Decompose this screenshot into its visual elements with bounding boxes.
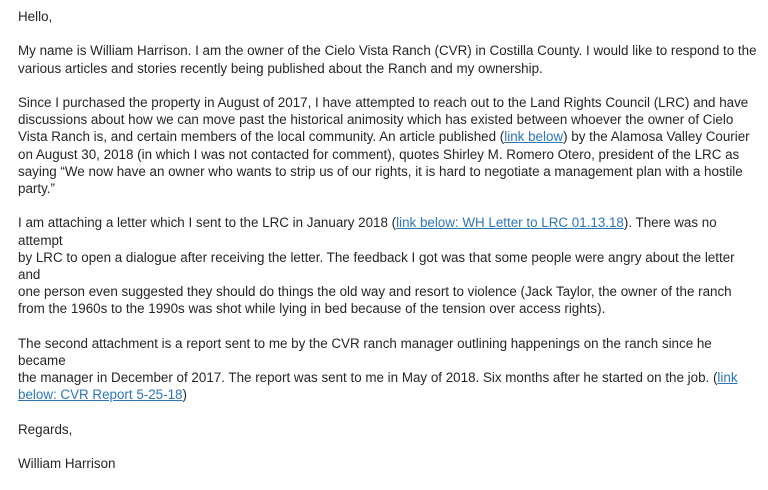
- paragraph-text: ): [182, 387, 187, 403]
- paragraph-intro: My name is William Harrison. I am the owner of the Cielo Vista Ranch (CVR) in Costilla County. I would like to respond to the various articles and stories recently being published about the Ranch and my ownership.: [18, 43, 757, 76]
- paragraph-text: Since I purchased the property in August of 2017, I have attempted to reach out to the Land Rights Council (LRC) and have discussions about how we can move past the historical animosity which has existed between whoever the owner of Cielo Vista Ranch is, and certain members of the local community. An article published (: [18, 94, 749, 145]
- paragraph-text: I am attaching a letter which I sent to the LRC in January 2018 (: [18, 215, 397, 231]
- paragraph-text: ). There was no attempt by LRC to open a dialogue after receiving the letter. The feedback I got was that some people were angry about the letter and one person even suggested they should do things the old way and resort to violence (Jack Taylor, the owner of the ranch from the 1960s to the 1990s was shot while lying in bed because of the tension over access rights).: [18, 215, 735, 317]
- paragraph-report-attachment: [18, 335, 758, 404]
- letter-body: [18, 8, 758, 490]
- greeting: Hello,: [18, 9, 53, 24]
- paragraph-letter-attachment: [18, 214, 758, 317]
- paragraph-text: ) by the Alamosa Valley Courier on August 30, 2018 (in which I was not contacted for comment), quotes Shirley M. Romero Otero, president of the LRC as saying “We now have an owner who wants to strip us of our rights, it is hard to negotiate a management plan with a hostile party.”: [18, 129, 750, 196]
- signature: William Harrison: [18, 456, 116, 472]
- closing: Regards,: [18, 421, 73, 437]
- article-link[interactable]: link below: [504, 129, 564, 145]
- paragraph-purchase-history: [18, 94, 758, 197]
- cvr-report-link[interactable]: link below: CVR Report 5-25-18: [18, 370, 738, 403]
- wh-letter-link[interactable]: link below: WH Letter to LRC 01.13.18: [396, 215, 624, 231]
- paragraph-text: The second attachment is a report sent to me by the CVR ranch manager outlining happenings on the ranch since he became the manager in December of 2017. The report was sent to me in May of 2018. Six months after he started on the job. (: [18, 335, 718, 386]
